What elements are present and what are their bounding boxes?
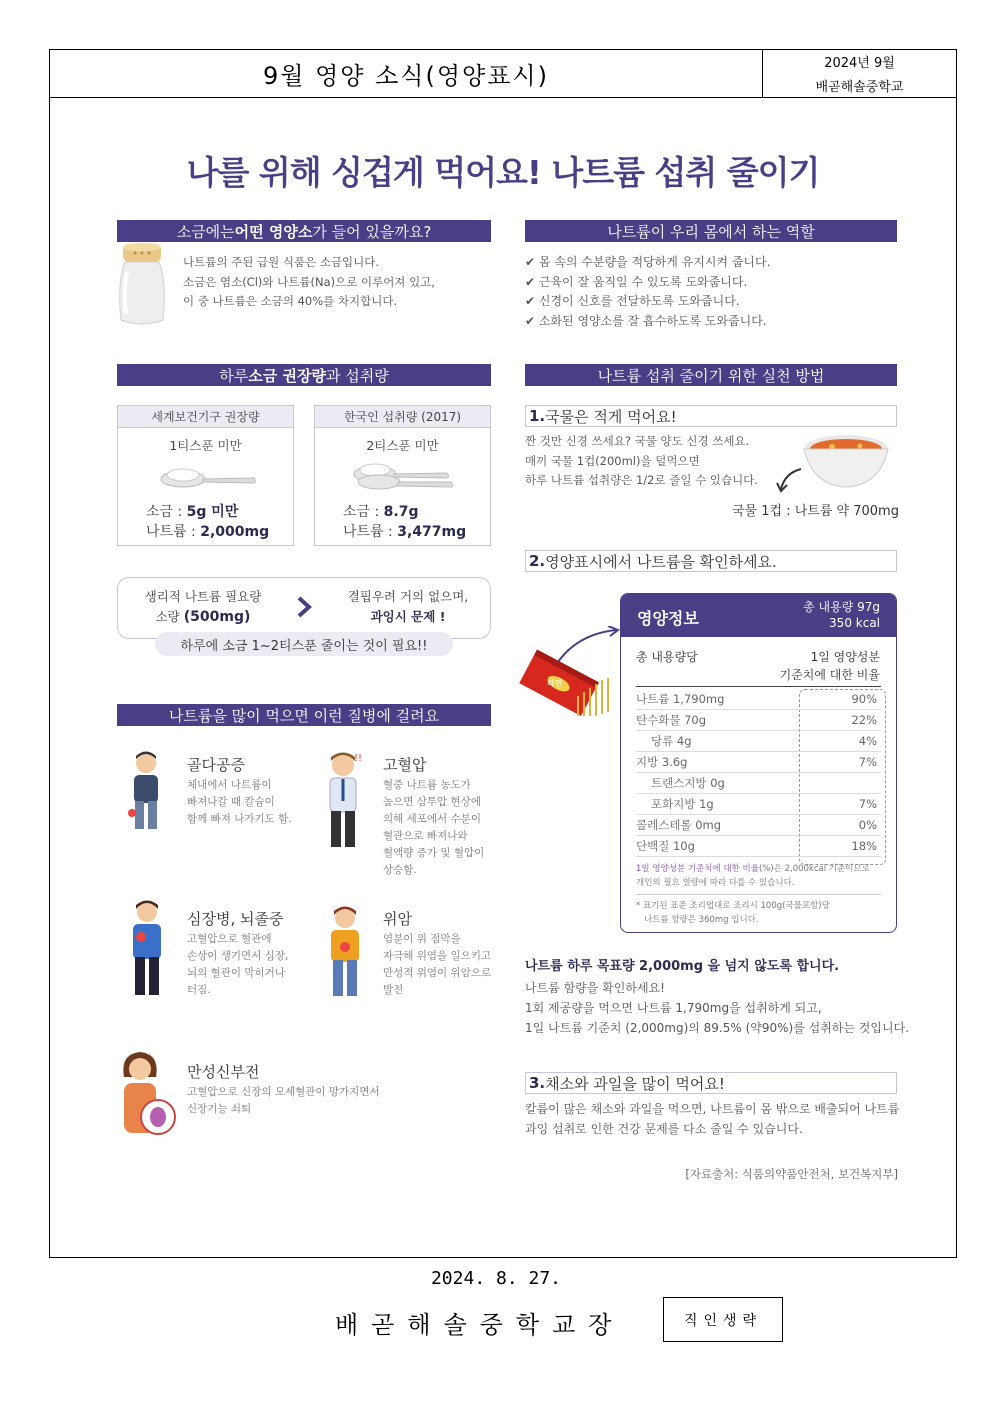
- korean-salt-value: 8.7g: [383, 504, 419, 520]
- step3-line: 칼륨이 많은 채소와 과일을 먹으면, 나트륨이 몸 밖으로 배출되어 나트륨: [525, 1102, 900, 1116]
- role-item: ✔ 근육이 잘 움직일 수 있도록 도와줍니다.: [525, 274, 748, 289]
- who-na-label: 나트륨 :: [146, 524, 201, 540]
- korean-na-label: 나트륨 :: [343, 524, 398, 540]
- document-frame: [49, 49, 957, 1258]
- nutrition-row: [636, 815, 881, 836]
- korean-na-value: 3,477mg: [397, 524, 467, 540]
- target-text: [525, 978, 909, 1038]
- who-salt: [146, 501, 238, 521]
- nutrition-col-right: 1일 영양성분: [810, 650, 880, 664]
- method-section-bar: 나트륨 섭취 줄이기 위한 실천 방법: [525, 364, 897, 386]
- who-box-sub: 1티스푼 미만: [169, 438, 242, 453]
- nutrition-row: [636, 710, 881, 731]
- disease-desc-line: 자극해 위염을 일으키고: [383, 950, 492, 962]
- nutrition-note-rest: (%)은 2,000kcal 기준이므로: [758, 864, 870, 874]
- role-section-bar: 나트륨이 우리 몸에서 하는 역할: [525, 220, 897, 242]
- disease-name: 심장병, 뇌졸중: [187, 910, 284, 928]
- salt-section-bar: [117, 220, 491, 242]
- intake-bar-text: 하루: [219, 366, 249, 385]
- nutrition-row-percent: 4%: [858, 734, 877, 748]
- lack-text: [323, 587, 493, 627]
- step1-head: [525, 405, 897, 427]
- korean-intake-box: [314, 405, 491, 546]
- nutrition-row-percent: 7%: [858, 755, 877, 769]
- header-date: 2024년 9월: [824, 56, 895, 71]
- disease-desc-line: 염분이 위 점막을: [383, 933, 461, 945]
- salt-bar-text-end: 가 들어 있을까요?: [312, 222, 432, 241]
- lack-line-bold: 과잉시 문제 !: [370, 609, 446, 624]
- disease-desc-line: 혈관으로 빠져나와: [383, 830, 468, 842]
- nutrition-row-label: 나트륨 1,790mg: [636, 692, 725, 706]
- source-credit: [자료출처: 식품의약품안전처, 보건복지부]: [685, 1167, 898, 1181]
- reduce-pill: 하루에 소금 1~2티스푼 줄이는 것이 필요!!: [155, 632, 453, 656]
- step3-head: [525, 1072, 897, 1094]
- salt-info-line: 소금은 염소(Cl)와 나트륨(Na)으로 이루어져 있고,: [183, 274, 435, 289]
- need-line: 생리적 나트륨 필요량: [144, 589, 262, 604]
- nutrition-row-percent: 90%: [851, 692, 877, 706]
- target-line: 1일 나트륨 기준치 (2,000mg)의 89.5% (약90%)를 섭취하는 것입니다.: [525, 1021, 909, 1035]
- disease-desc: [383, 777, 484, 879]
- nutrition-row-label: 단백질 10g: [636, 839, 695, 853]
- disease-desc-line: 함께 빠져 나가기도 함.: [187, 813, 292, 825]
- disease-desc-line: 발전: [383, 984, 404, 996]
- spoon-icon: [158, 464, 258, 490]
- need-line: [118, 607, 288, 627]
- nutrition-row-percent: 0%: [858, 818, 877, 832]
- soup-note: 국물 1컵 : 나트륨 약 700mg: [732, 504, 899, 519]
- nutrition-row-label: 지방 3.6g: [636, 755, 688, 769]
- step-title: 채소와 과일을 많이 먹어요!: [545, 1074, 725, 1093]
- disease-section-bar: 나트륨을 많이 먹으면 이런 질병에 걸려요: [117, 704, 491, 726]
- osteoporosis-person-icon: [120, 751, 172, 835]
- disease-name: 골다공증: [187, 756, 245, 774]
- disease-desc-line: 뇌의 혈관이 막히거나: [187, 967, 285, 979]
- step3-text: [525, 1099, 899, 1139]
- who-salt-label: 소금 :: [146, 504, 187, 520]
- svg-text:!!: !!: [354, 753, 363, 764]
- step-title: 영양표시에서 나트륨을 확인하세요.: [545, 552, 777, 571]
- salt-info-line: 이 중 나트륨은 소금의 40%를 차지합니다.: [183, 294, 398, 308]
- who-intake-box: [117, 405, 294, 546]
- step1-text: [525, 432, 758, 491]
- who-na-value: 2,000mg: [200, 524, 270, 540]
- nutrition-col-left: 총 내용량당: [636, 650, 698, 664]
- step1-line: 매끼 국물 1컵(200ml)을 덜먹으면: [525, 453, 700, 468]
- disease-desc-line: 상승함.: [383, 864, 417, 876]
- nutrition-row-label: 당류 4g: [651, 734, 692, 748]
- target-title: 나트륨 하루 목표량 2,000mg 을 넘지 않도록 합니다.: [525, 959, 840, 974]
- korean-box-head: 한국인 섭취량 (2017): [315, 406, 490, 428]
- nutrition-row: [636, 773, 881, 794]
- role-item: ✔ 몸 속의 수분량을 적당하게 유지시켜 줍니다.: [525, 255, 771, 269]
- kidney-failure-person-icon: [110, 1049, 180, 1145]
- nutrition-row-percent: 22%: [851, 713, 877, 727]
- nutrition-row: [636, 752, 881, 773]
- spoons-icon: [351, 460, 455, 490]
- disease-desc-line: 만성적 위염이 위암으로: [383, 967, 492, 979]
- disease-desc-line: 혈중 나트륨 농도가: [383, 779, 471, 791]
- step-number: 2.: [529, 552, 546, 570]
- nutrition-facts-card: [620, 593, 897, 933]
- step-title: 국물은 적게 먹어요!: [545, 407, 677, 426]
- nutrition-footnote-line: * 표기된 표준 조리법대로 조리시 100g(국물포함)당: [636, 901, 830, 911]
- header-school: 배곧해솔중학교: [815, 80, 904, 95]
- step-number: 3.: [529, 1074, 546, 1092]
- poster: [50, 99, 956, 1257]
- nutrition-row: [636, 689, 881, 710]
- korean-salt-label: 소금 :: [343, 504, 384, 520]
- nutrition-row: [636, 794, 881, 815]
- seal-omitted-box: 직인생략: [663, 1297, 783, 1342]
- nutrition-row: [636, 731, 881, 752]
- soup-bowl-icon: [802, 427, 890, 493]
- nutrition-divider: [636, 686, 881, 687]
- who-box-head: 세계보건기구 권장량: [118, 406, 293, 428]
- nutrition-kcal: 350 kcal: [829, 616, 880, 630]
- package-label: 라면: [547, 679, 563, 688]
- disease-desc-line: 신장기능 쇠퇴: [187, 1103, 252, 1115]
- nutrition-note: [636, 862, 886, 890]
- role-item: ✔ 소화된 영양소를 잘 흡수하도록 도와줍니다.: [525, 313, 767, 328]
- nutrition-footnote-line: 나트륨 함량은 360mg 입니다.: [644, 915, 759, 925]
- stomach-cancer-person-icon: [320, 905, 370, 1001]
- nutrition-row-percent: 7%: [858, 797, 877, 811]
- step1-line: 짠 것만 신경 쓰세요? 국물 양도 신경 쓰세요.: [525, 434, 750, 448]
- korean-na: [343, 521, 466, 541]
- role-list: [525, 253, 770, 331]
- nutrition-note-line: 개인의 필요 열량에 따라 다를 수 있습니다.: [636, 878, 795, 888]
- role-item: ✔ 신경이 신호를 전달하도록 도와줍니다.: [525, 294, 740, 308]
- heart-disease-person-icon: [122, 899, 172, 999]
- disease-name: 고혈압: [383, 756, 427, 774]
- nutrition-note-line: [636, 862, 886, 876]
- disease-name: 위암: [383, 910, 412, 928]
- need-line-text: 소량: [155, 609, 184, 624]
- hypertension-person-icon: [318, 751, 368, 853]
- chevron-right-icon: [296, 596, 312, 618]
- salt-info: [183, 253, 435, 312]
- intake-bar-bold: 소금 권장량: [248, 366, 326, 385]
- nutrition-row-percent: 18%: [851, 839, 877, 853]
- target-line: 나트륨 함량을 확인하세요!: [525, 981, 665, 995]
- need-amount: (500mg): [183, 609, 251, 625]
- poster-title: 나를 위해 싱겁게 먹어요! 나트륨 섭취 줄이기: [186, 153, 820, 192]
- disease-name: 만성신부전: [187, 1063, 260, 1081]
- nutrition-row-label: 탄수화물 70g: [636, 713, 707, 727]
- step-number: 1.: [529, 407, 546, 425]
- nutrition-header: [621, 594, 896, 637]
- step3-line: 과잉 섭취로 인한 건강 문제를 다소 줄일 수 있습니다.: [525, 1122, 803, 1136]
- who-na: [146, 521, 269, 541]
- nutrition-title: 영양정보: [637, 609, 699, 628]
- issue-date: 2024. 8. 27.: [430, 1268, 562, 1289]
- target-line: 1회 제공량을 먹으면 나트륨 1,790mg을 섭취하게 되고,: [525, 1001, 822, 1015]
- disease-desc-line: 빠져나갈 때 칼슘이: [187, 796, 275, 808]
- need-text: [118, 587, 288, 627]
- page-title: 9월 영양 소식(영양표시): [50, 50, 763, 97]
- nutrition-row: [636, 836, 881, 857]
- arrow-icon: [775, 467, 803, 493]
- nutrition-row-label: 트랜스지방 0g: [651, 776, 725, 790]
- disease-desc: [383, 931, 491, 999]
- salt-shaker-icon: [117, 242, 167, 327]
- nutrition-row-label: 콜레스테롤 0mg: [636, 818, 722, 832]
- disease-desc-line: 체내에서 나트륨이: [187, 779, 272, 791]
- disease-desc-line: 혈액량 증가 및 혈압이: [383, 847, 485, 859]
- disease-desc: [187, 931, 288, 999]
- disease-desc-line: 의해 세포에서 수분이: [383, 813, 481, 825]
- nutrition-note-highlight: 1일 영양성분 기준치에 대한 비율: [636, 864, 759, 874]
- nutrition-col-right-2: 기준치에 대한 비율: [779, 668, 880, 682]
- header: [50, 50, 956, 98]
- step1-line: 하루 나트륨 섭취량은 1/2로 줄일 수 있습니다.: [525, 473, 758, 487]
- intake-bar-text-end: 과 섭취량: [325, 366, 389, 385]
- disease-desc: [187, 777, 292, 828]
- nutrition-row-label: 포화지방 1g: [651, 797, 714, 811]
- nutrition-total: 총 내용량 97g: [803, 600, 880, 614]
- disease-desc-line: 손상이 생기면서 심장,: [187, 950, 289, 962]
- intake-section-bar: [117, 364, 491, 386]
- nutrition-footnote: [636, 899, 830, 927]
- principal-name: 배곧해솔중학교장: [335, 1311, 625, 1339]
- salt-info-line: 나트륨의 주된 급원 식품은 소금입니다.: [183, 255, 380, 269]
- korean-box-sub: 2티스푼 미만: [366, 438, 439, 453]
- disease-desc-line: 고혈압으로 혈관에: [187, 933, 272, 945]
- disease-desc-line: 터짐.: [187, 984, 211, 996]
- nutrition-note-divider: [636, 894, 881, 895]
- disease-desc-line: 고혈압으로 신장의 모세혈관이 망가지면서: [187, 1086, 380, 1098]
- who-salt-value: 5g 미만: [186, 504, 239, 520]
- need-box: [117, 577, 491, 639]
- disease-desc: [187, 1084, 380, 1118]
- step2-head: [525, 550, 897, 572]
- ramen-package-icon: [518, 626, 622, 718]
- salt-bar-bold: 어떤 영양소: [234, 222, 313, 241]
- disease-desc-line: 높으면 삼투압 현상에: [383, 796, 481, 808]
- salt-bar-text: 소금에는: [176, 222, 235, 241]
- lack-line: 결핍우려 거의 없으며,: [347, 589, 469, 604]
- korean-salt: [343, 501, 419, 521]
